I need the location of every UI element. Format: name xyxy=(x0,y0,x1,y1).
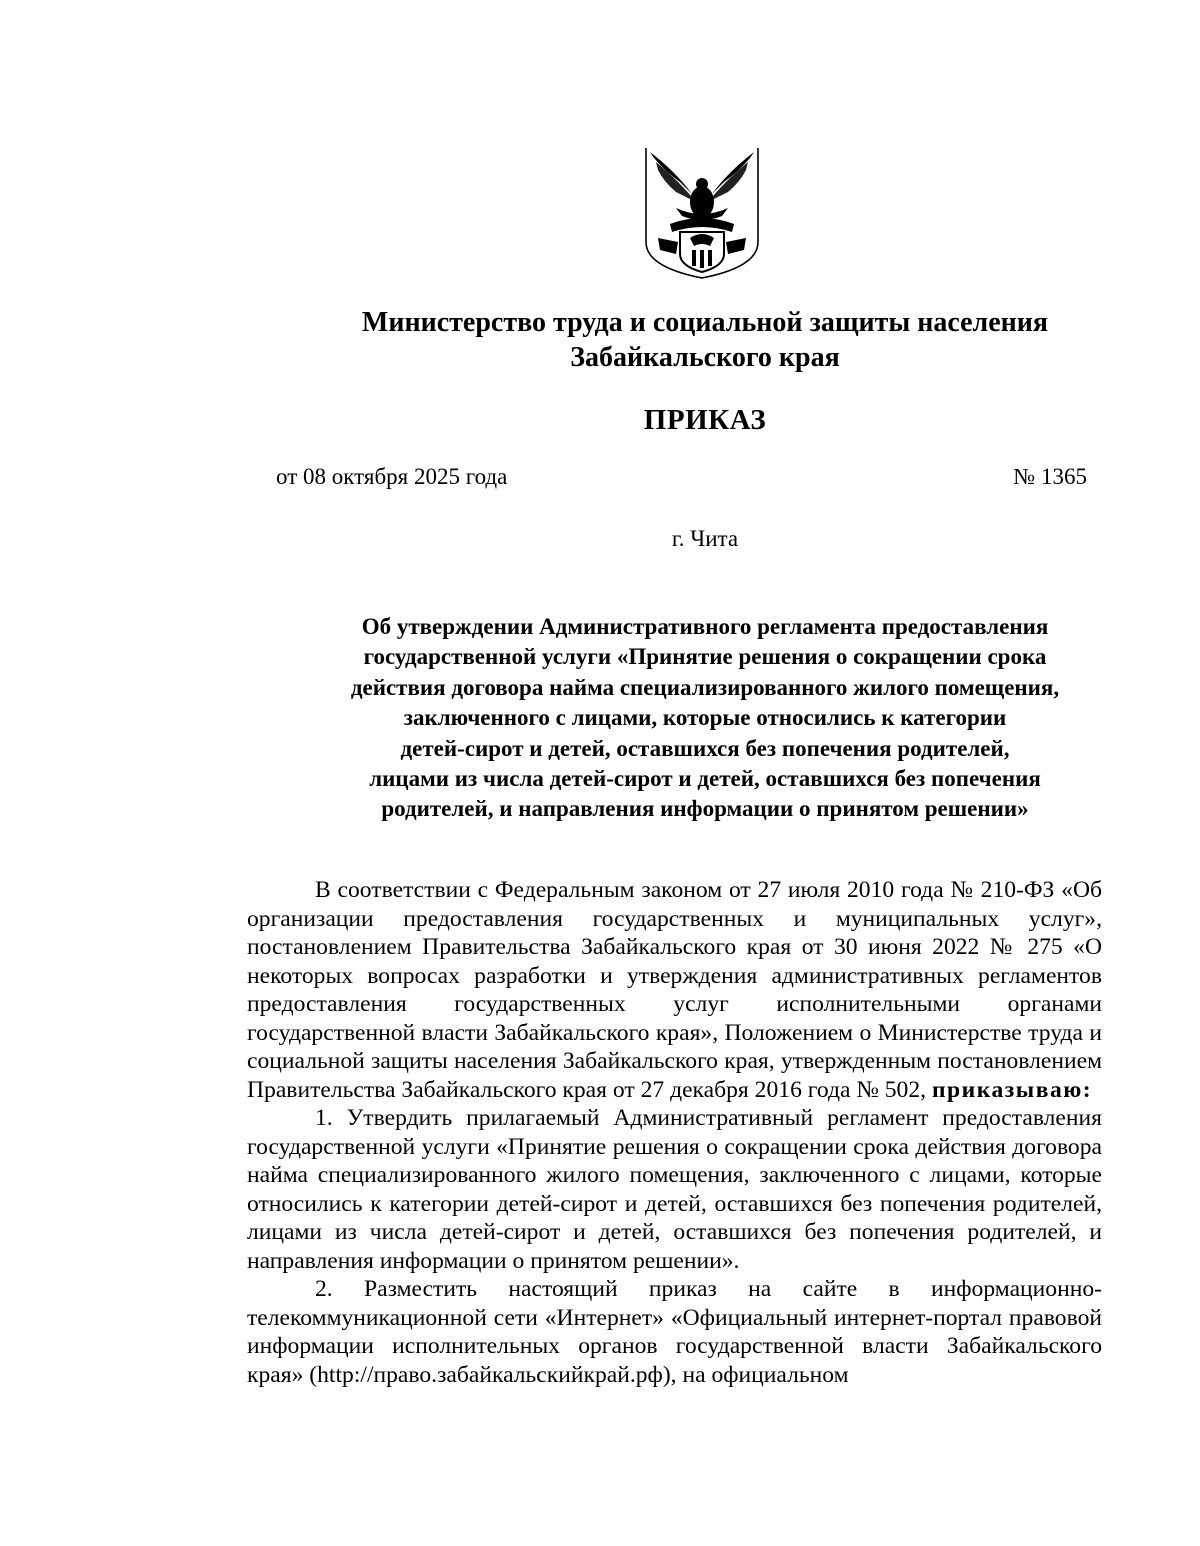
organization-name xyxy=(250,305,1160,375)
document-title xyxy=(260,612,1150,825)
document-type: ПРИКАЗ xyxy=(643,404,767,436)
document-date: от 08 октября 2025 года xyxy=(276,464,508,489)
document-city: г. Чита xyxy=(671,526,739,551)
preamble-paragraph xyxy=(247,876,1102,1104)
preamble-text: В соответствии с Федеральным законом от 27 июля 2010 года № 210-ФЗ «Об организации предоставления государственных и муниципальных услуг», постановлением Правительства Забайкальского края от 30 июня 2022 № 275 «О некоторых вопросах разработки и утверждения административных регламентов предоставления государственных услуг исполнительными органами государственной власти Забайкальского края», Положением о Министерстве труда и социальной защиты населения Забайкальского края, утвержденным постановлением Правительства Забайкальского края от 27 декабря 2016 года № 502, xyxy=(247,877,1102,1103)
title-line: государственной услуги «Принятие решения о сокращении срока xyxy=(363,644,1047,670)
coat-of-arms-icon xyxy=(636,142,768,282)
title-line: родителей, и направления информации о принятом решении» xyxy=(381,796,1029,822)
order-word: приказываю: xyxy=(931,1076,1093,1103)
document-body xyxy=(247,876,1102,1389)
organization-name-line1: Министерство труда и социальной защиты населения xyxy=(361,307,1049,338)
title-line: детей-сирот и детей, оставшихся без попечения родителей, xyxy=(400,735,1010,761)
title-line: действия договора найма специализированного жилого помещения, xyxy=(350,674,1060,700)
title-line: заключенного с лицами, которые относились к категории xyxy=(403,705,1007,731)
document-number: № 1365 xyxy=(1013,464,1087,489)
item-1-paragraph: 1. Утвердить прилагаемый Административный регламент предоставления государственной услуги «Принятие решения о сокращении срока действия договора найма специализированного жилого помещения, заключенного с лицами, которые относились к категории детей-сирот и детей, оставшихся без попечения родителей, лицами из числа детей-сирот и детей, оставшихся без попечения родителей, и направления информации о принятом решении». xyxy=(247,1105,1102,1274)
item-2-paragraph: 2. Разместить настоящий приказ на сайте в информационно-телекоммуникационной сети «Интернет» «Официальный интернет-портал правовой информации исполнительных органов государственной власти Забайкальского края» (http://право.забайкальскийкрай.рф), на официальном xyxy=(247,1276,1102,1388)
title-line: Об утверждении Административного регламента предоставления xyxy=(361,614,1049,639)
organization-name-line2: Забайкальского края xyxy=(570,342,840,373)
title-line: лицами из числа детей-сирот и детей, оставшихся без попечения xyxy=(369,766,1041,792)
